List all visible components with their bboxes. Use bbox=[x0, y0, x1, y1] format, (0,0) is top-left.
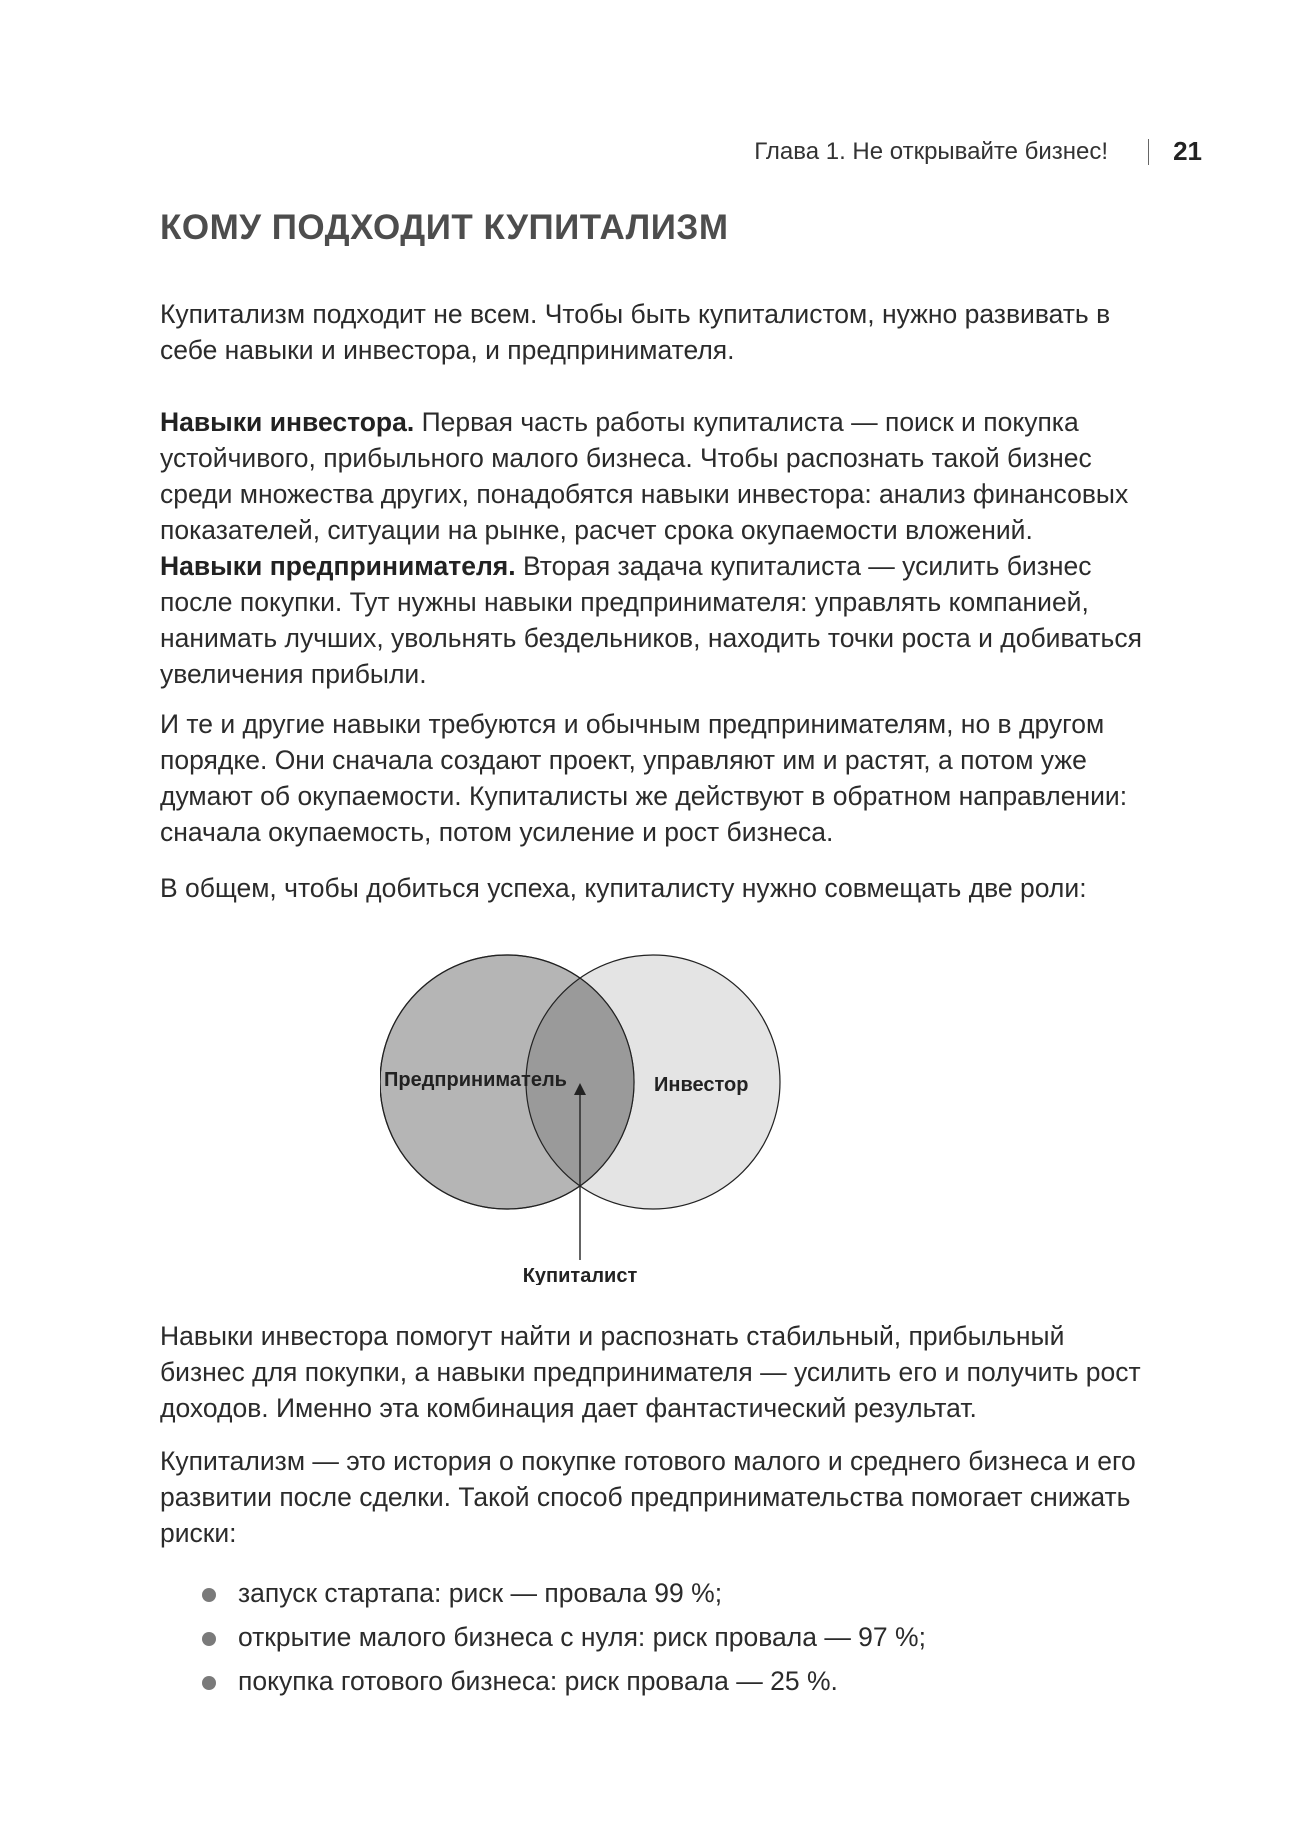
chapter-title: Глава 1. Не открывайте бизнес! bbox=[754, 137, 1109, 165]
entrepreneur-skills-paragraph bbox=[160, 548, 1150, 692]
capitalist-label: Купиталист bbox=[522, 1265, 638, 1285]
entrepreneur-skills-lead: Навыки предпринимателя. bbox=[160, 551, 516, 581]
header-divider bbox=[1148, 139, 1149, 165]
risk-item-text: покупка готового бизнеса: риск провала — 25 %. bbox=[238, 1666, 838, 1696]
entrepreneur-skills-text: Вторая задача купиталиста — усилить бизнес после покупки. Тут нужны навыки предпринимателя: управлять компанией, нанимать лучших, увольнять бездельников, находить точки роста и добиваться увеличения прибыли. bbox=[160, 551, 1142, 689]
risk-list bbox=[160, 1575, 926, 1707]
entrepreneur-label: Предприниматель bbox=[384, 1069, 567, 1091]
venn-diagram bbox=[380, 930, 920, 1285]
section-title: КОМУ ПОДХОДИТ КУПИТАЛИЗМ bbox=[160, 208, 729, 247]
list-item bbox=[160, 1575, 926, 1611]
bullet-icon bbox=[202, 1632, 216, 1646]
investor-skills-lead: Навыки инвестора. bbox=[160, 407, 415, 437]
bullet-icon bbox=[202, 1588, 216, 1602]
investor-skills-text: Первая часть работы купиталиста — поиск и покупка устойчивого, прибыльного малого бизнеса. Чтобы распознать такой бизнес среди множества других, понадобятся навыки инвестора: анализ финансовых показателей, ситуации на рынке, расчет срока окупаемости вложений. bbox=[160, 407, 1129, 545]
risks-paragraph: Купитализм — это история о покупке готового малого и среднего бизнеса и его развитии после сделки. Такой способ предпринимательства помогает снижать риски: bbox=[160, 1446, 1136, 1548]
list-item bbox=[160, 1663, 926, 1699]
risk-item-text: запуск стартапа: риск — провала 99 %; bbox=[238, 1578, 723, 1608]
risk-item-text: открытие малого бизнеса с нуля: риск провала — 97 %; bbox=[238, 1622, 926, 1652]
investor-label: Инвестор bbox=[654, 1074, 749, 1096]
combination-paragraph: Навыки инвестора помогут найти и распознать стабильный, прибыльный бизнес для покупки, а навыки предпринимателя — усилить его и получить рост доходов. Именно эта комбинация дает фантастический результат. bbox=[160, 1321, 1141, 1423]
list-item bbox=[160, 1619, 926, 1655]
bullet-icon bbox=[202, 1676, 216, 1690]
intro-paragraph: Купитализм подходит не всем. Чтобы быть купиталистом, нужно развивать в себе навыки и инвестора, и предпринимателя. bbox=[160, 299, 1111, 365]
roles-paragraph: В общем, чтобы добиться успеха, купиталисту нужно совмещать две роли: bbox=[160, 873, 1087, 903]
investor-skills-paragraph bbox=[160, 404, 1150, 548]
page-number: 21 bbox=[1173, 136, 1202, 166]
order-paragraph: И те и другие навыки требуются и обычным предпринимателям, но в другом порядке. Они сначала создают проект, управляют им и растят, а потом уже думают об окупаемости. Купиталисты же действуют в обратном направлении: сначала окупаемость, потом усиление и рост бизнеса. bbox=[160, 709, 1128, 847]
running-header bbox=[754, 136, 1202, 167]
